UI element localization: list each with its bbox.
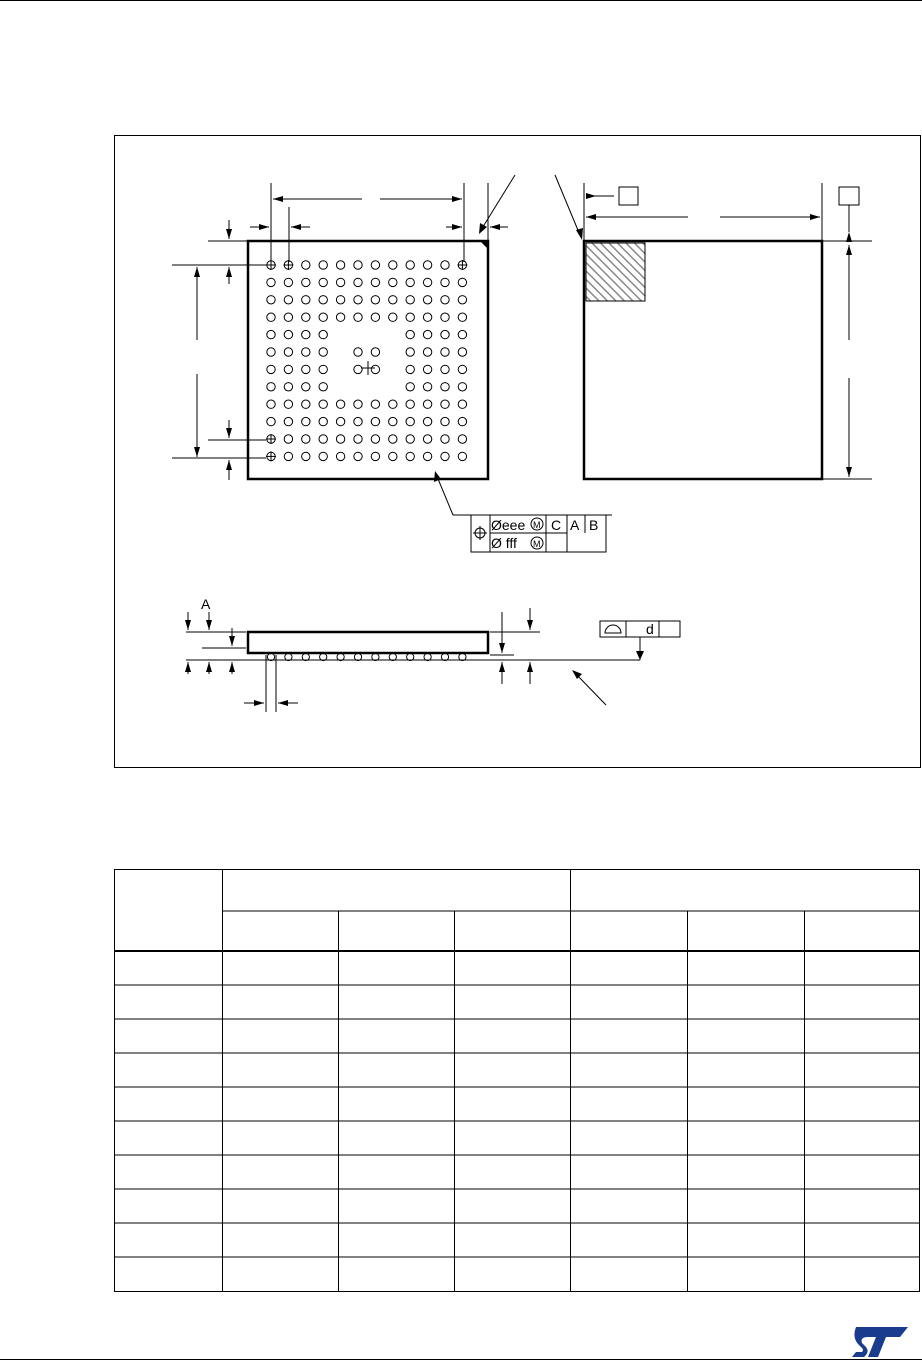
ball — [284, 400, 292, 408]
ball — [389, 261, 397, 269]
svg-text:M: M — [533, 520, 541, 530]
ball — [441, 348, 449, 356]
ball — [336, 313, 344, 321]
ball — [354, 435, 362, 443]
ball — [319, 383, 327, 391]
ball — [302, 261, 310, 269]
figure-frame — [115, 136, 921, 768]
ball — [302, 435, 310, 443]
ball — [267, 296, 275, 304]
flatness-value: d — [646, 621, 654, 637]
ball — [371, 296, 379, 304]
ball — [441, 383, 449, 391]
st-logo-icon — [850, 1325, 910, 1359]
ball — [406, 435, 414, 443]
side-view — [185, 608, 680, 712]
pin1-marker — [586, 243, 645, 301]
ball — [423, 330, 431, 338]
ball — [267, 330, 275, 338]
ball — [371, 435, 379, 443]
ball — [371, 365, 379, 373]
tol-row2-diameter: Ø fff — [491, 535, 517, 551]
ball — [319, 348, 327, 356]
datum-box-b — [839, 187, 859, 205]
ball — [406, 330, 414, 338]
ball — [302, 452, 310, 460]
ball — [458, 417, 466, 425]
ball — [423, 278, 431, 286]
ball — [441, 452, 449, 460]
ball — [267, 278, 275, 286]
ball — [441, 435, 449, 443]
ball — [458, 365, 466, 373]
ball — [336, 435, 344, 443]
top-view — [555, 175, 872, 479]
ball-array — [266, 260, 467, 461]
ball — [354, 400, 362, 408]
ball — [302, 400, 310, 408]
ball — [423, 348, 431, 356]
ball — [406, 400, 414, 408]
ball — [441, 417, 449, 425]
ball — [458, 452, 466, 460]
ball — [284, 383, 292, 391]
ball — [354, 348, 362, 356]
tol-row1-datum-b: B — [589, 517, 599, 533]
tol-row1-datum-c: C — [551, 517, 562, 533]
ball — [354, 365, 362, 373]
ball — [336, 452, 344, 460]
dimension-table — [114, 869, 920, 1292]
ball — [406, 365, 414, 373]
ball — [284, 365, 292, 373]
ball — [336, 278, 344, 286]
datum-label-a: A — [201, 596, 211, 612]
ball — [389, 278, 397, 286]
ball — [406, 261, 414, 269]
ball — [319, 296, 327, 304]
ball — [336, 417, 344, 425]
ball — [319, 400, 327, 408]
tol-row1-datum-a: A — [570, 517, 580, 533]
bottom-view-body — [248, 241, 488, 479]
ball — [302, 313, 310, 321]
ball — [302, 278, 310, 286]
table-grid — [114, 869, 920, 1292]
ball — [319, 261, 327, 269]
ball — [389, 417, 397, 425]
ball — [354, 313, 362, 321]
bottom-view — [172, 175, 612, 515]
ball — [389, 313, 397, 321]
ball — [302, 417, 310, 425]
ball — [441, 330, 449, 338]
ball — [371, 452, 379, 460]
ball — [423, 452, 431, 460]
ball — [406, 417, 414, 425]
ball — [267, 383, 275, 391]
ball — [423, 383, 431, 391]
ball — [336, 296, 344, 304]
ball — [458, 330, 466, 338]
ball — [336, 400, 344, 408]
ball — [458, 435, 466, 443]
ball — [319, 417, 327, 425]
ball — [354, 278, 362, 286]
svg-text:M: M — [533, 539, 541, 549]
ball — [423, 417, 431, 425]
ball — [284, 313, 292, 321]
ball — [458, 278, 466, 286]
ball — [267, 417, 275, 425]
tol-row1-diameter: Øeee — [491, 517, 526, 533]
ball — [319, 365, 327, 373]
ball — [441, 313, 449, 321]
ball — [441, 278, 449, 286]
ball — [284, 278, 292, 286]
ball — [423, 261, 431, 269]
ball — [406, 296, 414, 304]
ball — [423, 313, 431, 321]
ball — [302, 365, 310, 373]
ball — [406, 278, 414, 286]
ball — [302, 383, 310, 391]
ball — [354, 296, 362, 304]
ball — [389, 452, 397, 460]
ball — [406, 452, 414, 460]
ball — [389, 435, 397, 443]
ball — [302, 348, 310, 356]
ball — [441, 365, 449, 373]
ball — [389, 400, 397, 408]
flatness-frame — [600, 621, 680, 637]
ball — [319, 278, 327, 286]
ball — [458, 400, 466, 408]
ball — [284, 330, 292, 338]
datum-box-a — [619, 187, 638, 205]
ball — [458, 296, 466, 304]
ball — [441, 296, 449, 304]
ball — [354, 261, 362, 269]
ball — [441, 400, 449, 408]
ball — [389, 296, 397, 304]
ball — [423, 400, 431, 408]
ball — [319, 330, 327, 338]
ball — [284, 296, 292, 304]
ball — [302, 296, 310, 304]
ball — [267, 365, 275, 373]
ball — [319, 435, 327, 443]
ball — [284, 435, 292, 443]
ball — [284, 417, 292, 425]
ball — [406, 313, 414, 321]
bottom-rule — [0, 1359, 922, 1360]
st-logo-shape — [852, 1327, 908, 1357]
ball — [284, 348, 292, 356]
ball — [406, 383, 414, 391]
ball — [284, 452, 292, 460]
ball — [458, 313, 466, 321]
ball — [423, 365, 431, 373]
ball — [371, 348, 379, 356]
ball — [406, 348, 414, 356]
ball — [319, 313, 327, 321]
ball — [371, 313, 379, 321]
ball — [267, 348, 275, 356]
ball — [423, 296, 431, 304]
ball — [441, 261, 449, 269]
ball — [371, 261, 379, 269]
ball — [354, 417, 362, 425]
ball — [371, 417, 379, 425]
ball — [302, 330, 310, 338]
ball — [336, 261, 344, 269]
ball — [267, 313, 275, 321]
ball — [371, 278, 379, 286]
ball — [354, 452, 362, 460]
side-view-body — [248, 632, 488, 653]
ball — [423, 435, 431, 443]
ball — [319, 452, 327, 460]
ball — [458, 348, 466, 356]
ball — [458, 383, 466, 391]
ball — [267, 400, 275, 408]
ball — [371, 400, 379, 408]
